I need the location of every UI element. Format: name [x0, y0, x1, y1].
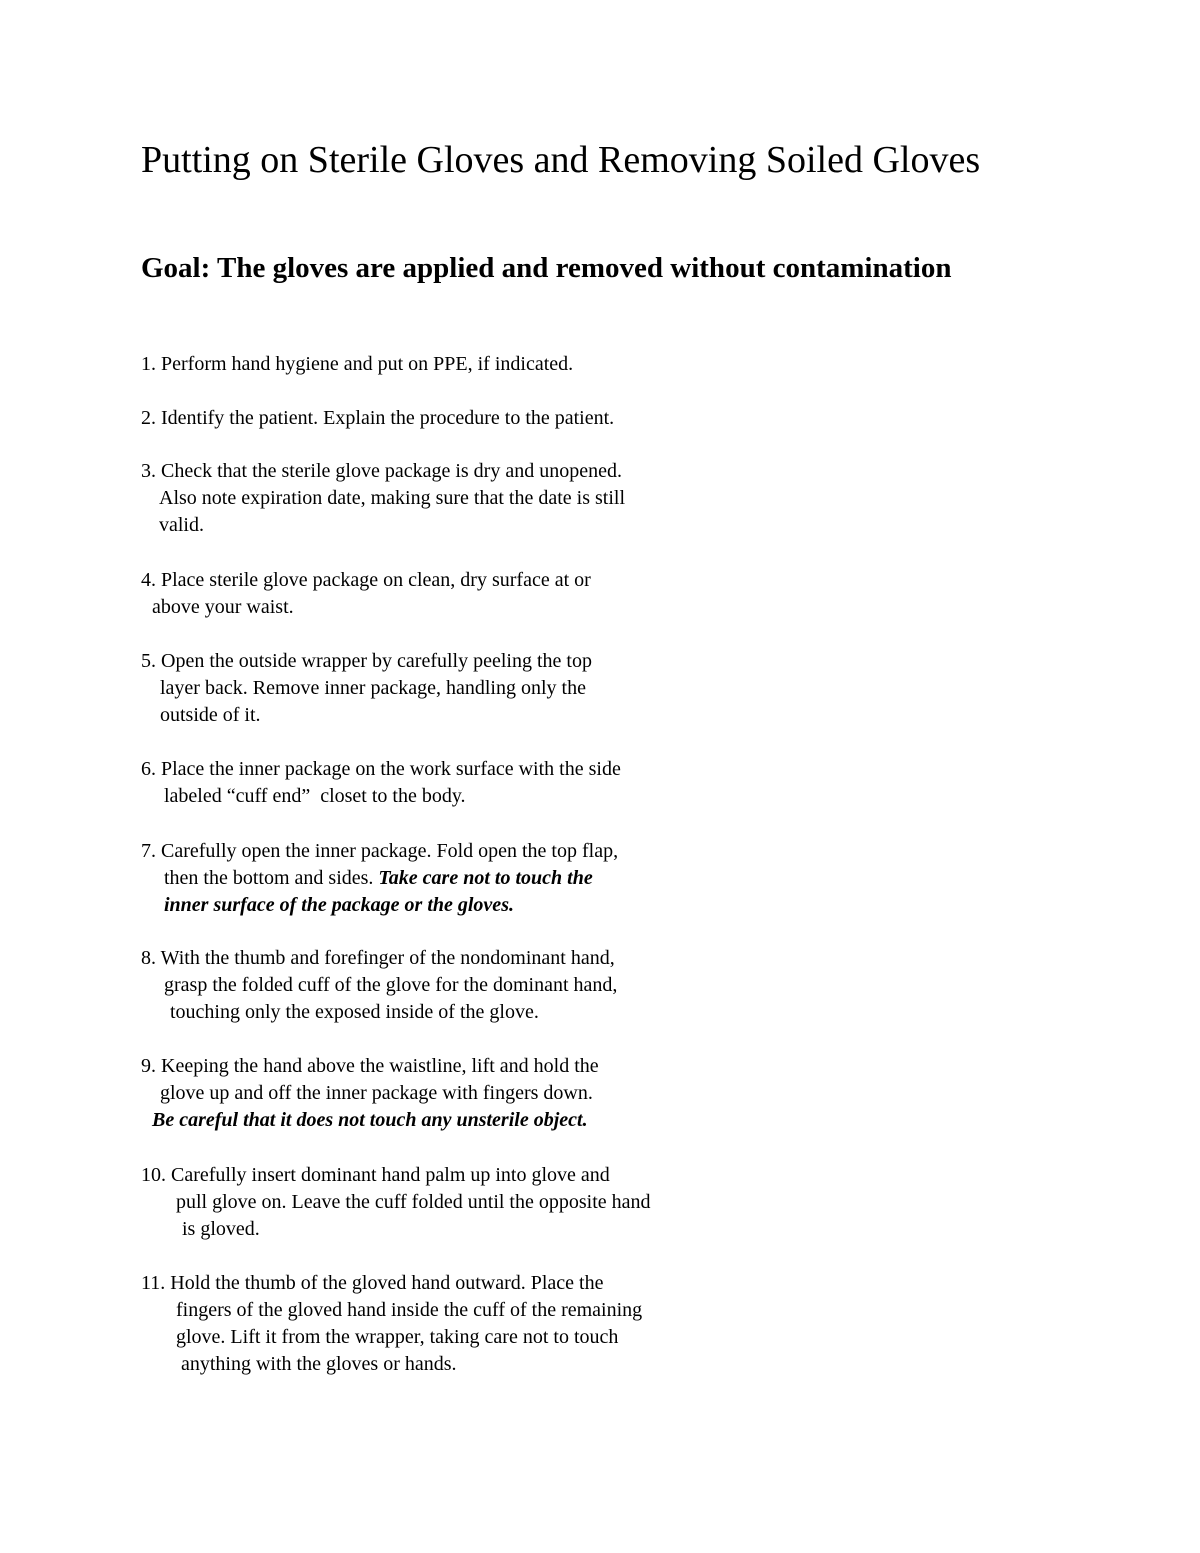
- step-10-line-1: 10. Carefully insert dominant hand palm up into glove and: [141, 1164, 610, 1186]
- step-10-line-3: is gloved.: [182, 1218, 260, 1240]
- step-8-line-3: touching only the exposed inside of the glove.: [170, 1001, 539, 1023]
- step-5-line-1: 5. Open the outside wrapper by carefully peeling the top: [141, 650, 592, 672]
- step-4-line-1: 4. Place sterile glove package on clean, dry surface at or: [141, 569, 591, 591]
- step-6-line-2: labeled “cuff end” closet to the body.: [164, 785, 466, 807]
- step-9-line-2: glove up and off the inner package with fingers down.: [160, 1082, 593, 1104]
- step-4-line-2: above your waist.: [152, 596, 294, 618]
- step-8: [141, 945, 617, 1026]
- step-7: [141, 838, 618, 919]
- step-11-line-4: anything with the gloves or hands.: [181, 1353, 457, 1375]
- step-5-line-2: layer back. Remove inner package, handling only the: [160, 677, 586, 699]
- step-8-line-1: 8. With the thumb and forefinger of the nondominant hand,: [141, 947, 615, 969]
- document-title: Putting on Sterile Gloves and Removing Soiled Gloves: [141, 139, 981, 181]
- step-7-line-1: 7. Carefully open the inner package. Fold open the top flap,: [141, 840, 619, 862]
- step-1: [141, 351, 573, 378]
- step-6: [141, 756, 621, 810]
- step-2: [141, 405, 614, 432]
- step-10-line-2: pull glove on. Leave the cuff folded until the opposite hand: [176, 1191, 651, 1213]
- step-11-line-2: fingers of the gloved hand inside the cuff of the remaining: [176, 1299, 643, 1321]
- step-9-line-1: 9. Keeping the hand above the waistline, lift and hold the: [141, 1055, 599, 1077]
- step-6-line-1: 6. Place the inner package on the work surface with the side: [141, 758, 621, 780]
- step-11-line-1: 11. Hold the thumb of the gloved hand outward. Place the: [141, 1272, 604, 1294]
- step-10: [141, 1162, 651, 1243]
- step-7-caution-2: inner surface of the package or the gloves.: [164, 894, 514, 916]
- step-9: [141, 1053, 599, 1134]
- step-3-line-3: valid.: [159, 514, 204, 536]
- step-3: [141, 458, 625, 539]
- step-4: [141, 567, 591, 621]
- step-5-line-3: outside of it.: [160, 704, 261, 726]
- step-11: [141, 1270, 642, 1378]
- step-3-line-2: Also note expiration date, making sure that the date is still: [159, 487, 626, 509]
- step-7-line-2-text: then the bottom and sides.: [164, 867, 379, 889]
- step-1-line-1: 1. Perform hand hygiene and put on PPE, if indicated.: [141, 353, 574, 375]
- step-2-line-1: 2. Identify the patient. Explain the procedure to the patient.: [141, 407, 615, 429]
- step-7-caution-1: Take care not to touch the: [378, 867, 593, 889]
- step-7-line-2: [141, 865, 618, 892]
- goal-heading: Goal: The gloves are applied and removed without contamination: [141, 252, 952, 284]
- step-11-line-3: glove. Lift it from the wrapper, taking care not to touch: [176, 1326, 619, 1348]
- step-8-line-2: grasp the folded cuff of the glove for the dominant hand,: [164, 974, 618, 996]
- step-9-caution: Be careful that it does not touch any unsterile object.: [152, 1109, 588, 1131]
- step-3-line-1: 3. Check that the sterile glove package is dry and unopened.: [141, 460, 622, 482]
- step-5: [141, 648, 592, 729]
